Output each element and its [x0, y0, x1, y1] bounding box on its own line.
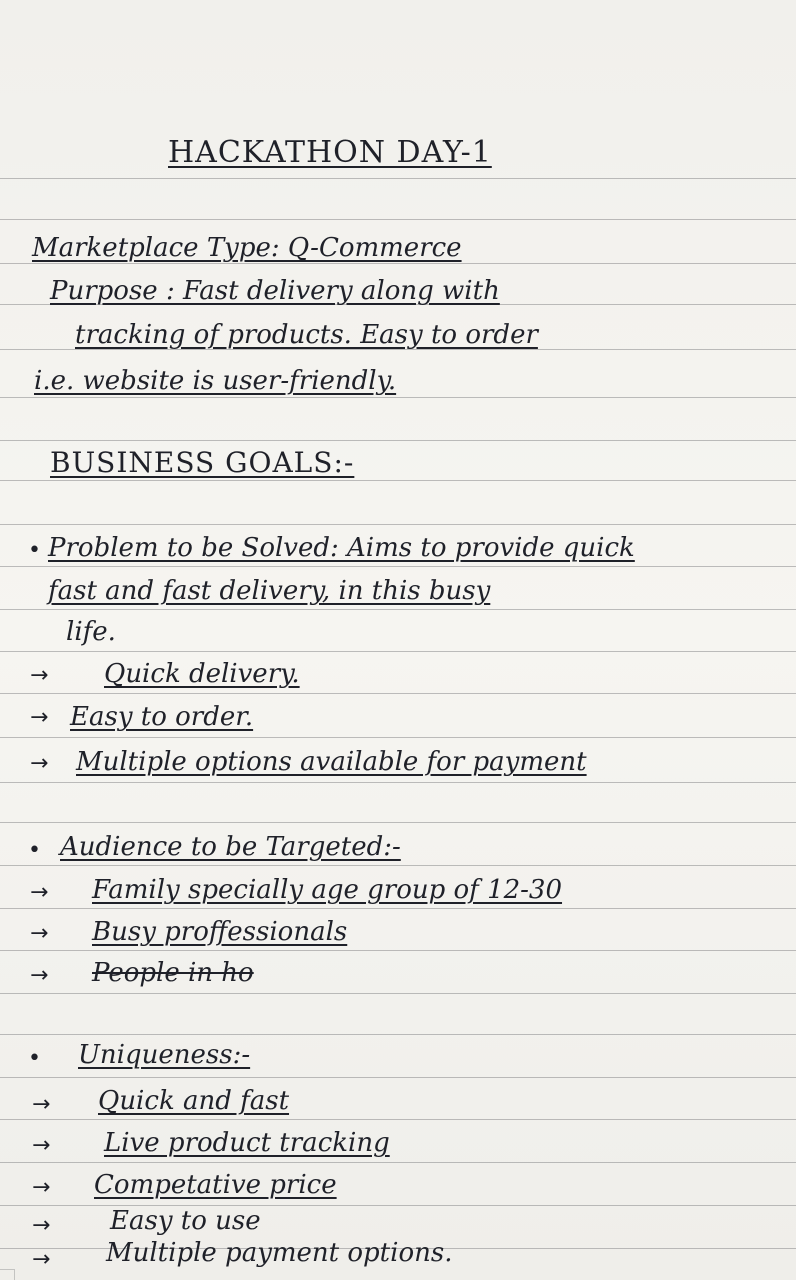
ruled-line [0, 397, 796, 398]
problem-line-3: life. [66, 617, 116, 647]
ruled-line [0, 440, 796, 441]
audience-item: Family specially age group of 12-30 [92, 875, 563, 905]
purpose-line-1: Purpose : Fast delivery along with [50, 276, 500, 306]
bullet-icon: • [28, 838, 41, 863]
audience-item: Busy proffessionals [92, 917, 348, 947]
arrow-icon: → [32, 1092, 51, 1117]
ruled-line [0, 1034, 796, 1035]
arrow-icon: → [30, 663, 49, 688]
ruled-line [0, 908, 796, 909]
uniqueness-item: Easy to use [110, 1206, 261, 1236]
ruled-line [0, 1162, 796, 1163]
arrow-icon: → [30, 751, 49, 776]
bullet-icon: • [28, 1046, 41, 1071]
ruled-line [0, 1119, 796, 1120]
arrow-icon: → [30, 705, 49, 730]
problem-item: Quick delivery. [104, 659, 300, 689]
arrow-icon: → [32, 1247, 51, 1272]
ruled-line [0, 524, 796, 525]
ruled-line [0, 1077, 796, 1078]
arrow-icon: → [32, 1213, 51, 1238]
ruled-line [0, 950, 796, 951]
ruled-line [0, 782, 796, 783]
uniqueness-item: Competative price [94, 1170, 337, 1200]
ruled-line [0, 609, 796, 610]
page-corner [0, 1269, 15, 1280]
ruled-line [0, 178, 796, 179]
page-title: HACKATHON DAY-1 [168, 135, 492, 170]
business-goals-heading: BUSINESS GOALS:- [50, 446, 355, 479]
uniqueness-item: Quick and fast [98, 1086, 290, 1116]
ruled-line [0, 865, 796, 866]
audience-struck-item: People in ho [92, 958, 254, 988]
ruled-line [0, 566, 796, 567]
ruled-line [0, 263, 796, 264]
ruled-line [0, 822, 796, 823]
problem-line-1: Problem to be Solved: Aims to provide quick [48, 533, 635, 563]
ruled-line [0, 737, 796, 738]
arrow-icon: → [32, 1133, 51, 1158]
ruled-line [0, 993, 796, 994]
marketplace-type: Marketplace Type: Q-Commerce [32, 233, 462, 263]
uniqueness-heading: Uniqueness:- [78, 1040, 251, 1070]
ruled-line [0, 651, 796, 652]
uniqueness-item: Live product tracking [104, 1128, 390, 1158]
purpose-line-3: i.e. website is user-friendly. [34, 366, 397, 396]
arrow-icon: → [30, 880, 49, 905]
audience-heading: Audience to be Targeted:- [60, 832, 401, 862]
problem-line-2: fast and fast delivery, in this busy [48, 576, 491, 606]
problem-item: Multiple options available for payment [76, 747, 587, 777]
arrow-icon: → [30, 921, 49, 946]
ruled-line [0, 480, 796, 481]
uniqueness-item: Multiple payment options. [106, 1238, 453, 1268]
problem-item: Easy to order. [70, 702, 254, 732]
arrow-icon: → [32, 1175, 51, 1200]
ruled-line [0, 219, 796, 220]
ruled-line [0, 693, 796, 694]
bullet-icon: • [28, 538, 41, 563]
purpose-line-2: tracking of products. Easy to order [75, 320, 538, 350]
arrow-icon: → [30, 963, 49, 988]
